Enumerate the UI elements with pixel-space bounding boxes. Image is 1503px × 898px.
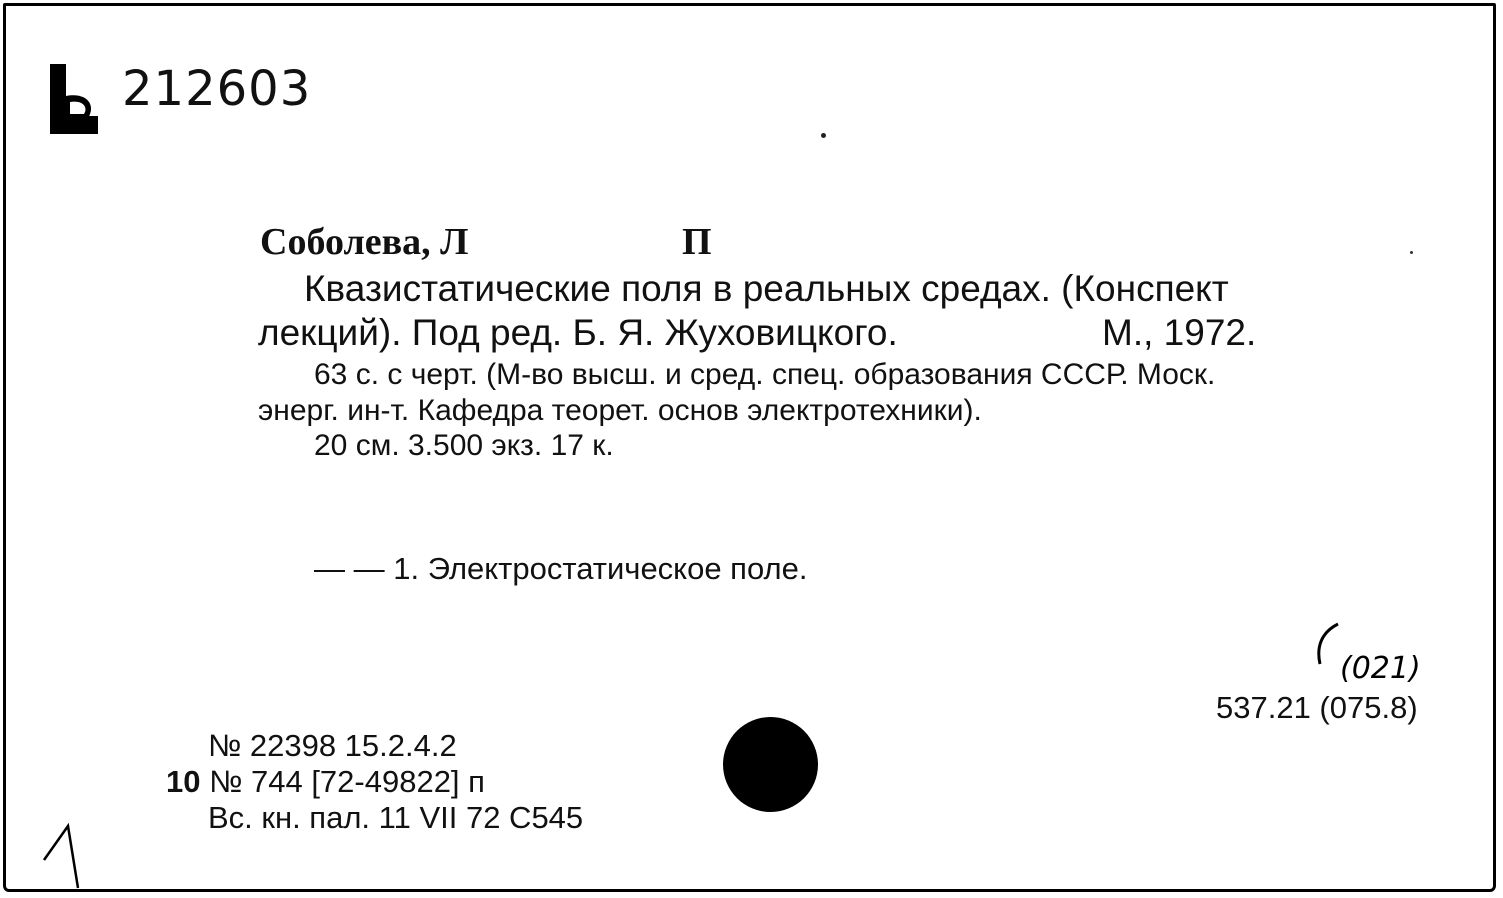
description-line-2: энерг. ин-т. Кафедра теорет. основ электротехники). xyxy=(258,394,982,427)
library-stamp-icon xyxy=(44,58,108,140)
inventory-number: 212603 xyxy=(122,61,312,117)
author-name: Соболева, Л xyxy=(260,221,469,263)
catalog-card xyxy=(3,3,1496,892)
udc-classification: 537.21 (075.8) xyxy=(1216,690,1418,725)
handwritten-mark-text: 1 xyxy=(38,812,39,813)
description-line-3: 20 см. 3.500 экз. 17 к. xyxy=(314,429,614,462)
record-line-2-text: № 744 [72-49822] п xyxy=(209,764,485,799)
speck xyxy=(821,133,826,138)
description-line-1: 63 с. с черт. (М-во высш. и сред. спец. образования СССР. Моск. xyxy=(314,358,1216,391)
record-line-3: Вс. кн. пал. 11 VII 72 С545 xyxy=(208,800,584,835)
author-initial: П xyxy=(682,221,712,263)
record-line-1: № 22398 15.2.4.2 xyxy=(208,728,457,763)
subject-heading: — — 1. Электростатическое поле. xyxy=(314,551,808,586)
handwritten-code-text: (021) xyxy=(1340,651,1421,686)
record-line-2-prefix: 10 xyxy=(166,764,201,799)
speck xyxy=(1410,251,1413,254)
record-line-2 xyxy=(166,764,485,800)
title-line-1: Квазистатические поля в реальных средах. (Конспект xyxy=(304,268,1229,309)
punch-hole xyxy=(723,717,818,812)
title-line-2: лекций). Под ред. Б. Я. Жуховицкого. xyxy=(258,312,898,353)
imprint: М., 1972. xyxy=(1102,312,1257,353)
handwritten-mark xyxy=(38,812,98,892)
handwritten-code xyxy=(1308,620,1433,690)
